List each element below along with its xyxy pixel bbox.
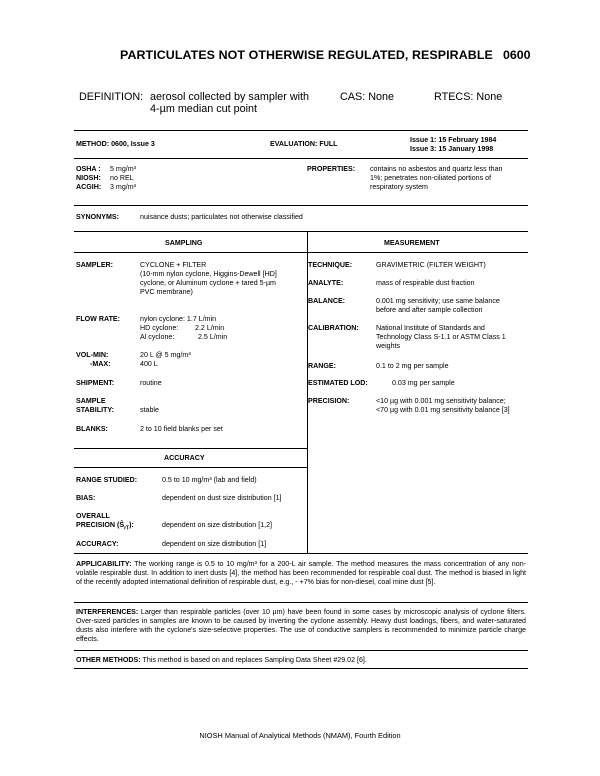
niosh-value: no REL [110, 174, 134, 182]
analyte-label: ANALYTE: [308, 279, 344, 287]
flow-rate-al-name: Al cyclone: [140, 333, 175, 341]
flow-rate-line-1: nylon cyclone: 1.7 L/min [140, 315, 217, 323]
vol-min-label: VOL-MIN: [76, 351, 109, 359]
vol-min-value: 20 L @ 5 mg/m³ [140, 351, 191, 359]
page-footer: NIOSH Manual of Analytical Methods (NMAM), Fourth Edition [199, 731, 401, 740]
calibration-line-3: weights [376, 342, 401, 350]
shipment-value: routine [140, 379, 162, 387]
flow-rate-label: FLOW RATE: [76, 315, 120, 323]
rtecs-number: RTECS: None [434, 91, 503, 103]
flow-rate-hd-value: 2.2 L/min [195, 324, 225, 332]
technique-label: TECHNIQUE: [308, 261, 353, 269]
interferences-label: INTERFERENCES: [76, 608, 139, 616]
rule-interferences [74, 602, 528, 603]
niosh-label: NIOSH: [76, 174, 101, 182]
sampler-line-3: cyclone, or Aluminum cyclone + tared 5-µm [140, 279, 276, 287]
bias-value: dependent on dust size distribution [1] [162, 494, 282, 502]
overall-precision-label-2 [76, 521, 134, 533]
balance-line-2: before and after sample collection [376, 306, 483, 314]
properties-label: PROPERTIES: [307, 165, 356, 173]
synonyms-label: SYNONYMS: [76, 213, 119, 221]
sampler-line-1: CYCLONE + FILTER [140, 261, 207, 269]
flow-rate-hd-name: HD cyclone: [140, 324, 179, 332]
overall-precision-label-2-text: PRECISION (Ŝ [76, 521, 125, 529]
rule-section-headings [74, 252, 528, 253]
sample-stability-label-2: STABILITY: [76, 406, 114, 414]
sample-stability-value: stable [140, 406, 159, 414]
bias-label: BIAS: [76, 494, 96, 502]
accuracy-value: dependent on size distribution [1] [162, 540, 267, 548]
range-value: 0.1 to 2 mg per sample [376, 362, 449, 370]
shipment-label: SHIPMENT: [76, 379, 115, 387]
precision-line-2: <70 µg with 0.01 mg sensitivity balance [3] [376, 406, 510, 414]
measurement-heading: MEASUREMENT [384, 239, 440, 247]
rule-other-methods [74, 650, 528, 651]
acgih-label: ACGIH: [76, 183, 102, 191]
sampler-line-4: PVC membrane) [140, 288, 193, 296]
blanks-label: BLANKS: [76, 425, 108, 433]
rule-method [74, 158, 528, 159]
balance-line-1: 0.001 mg sensitivity; use same balance [376, 297, 500, 305]
sampler-label: SAMPLER: [76, 261, 114, 269]
vol-max-value: 400 L [140, 360, 158, 368]
definition-line-2: 4-µm median cut point [150, 103, 258, 115]
definition-label: DEFINITION: [79, 91, 144, 103]
calibration-label: CALIBRATION: [308, 324, 359, 332]
cas-number: CAS: None [340, 91, 395, 103]
interferences-paragraph [76, 608, 526, 644]
applicability-text: The working range is 0.5 to 10 mg/m³ for a 200-L air sample. The method measures the mass concentration of any non-volatile respirable dust. In addition to inert dusts [4], the method has been recommended for respirable coal dust. The method is biased in light of the recently adopted international definition of respirable dust, e.g., - +7% bias for non-diesel, coal mine dust [5]. [76, 560, 527, 586]
issue-3-date: Issue 3: 15 January 1998 [410, 145, 494, 153]
method-issue: METHOD: 0600, Issue 3 [76, 140, 155, 148]
issue-1-date: Issue 1: 15 February 1984 [410, 136, 497, 144]
rule-limits [74, 205, 528, 206]
osha-value: 5 mg/m³ [110, 165, 137, 173]
overall-precision-label-1: OVERALL [76, 512, 110, 520]
rule-applicability [74, 553, 528, 554]
precision-line-1: <10 µg with 0.001 mg sensitivity balance; [376, 397, 506, 405]
sample-stability-label-1: SAMPLE [76, 397, 106, 405]
technique-value: GRAVIMETRIC (FILTER WEIGHT) [376, 261, 486, 269]
analyte-value: mass of respirable dust fraction [376, 279, 475, 287]
calibration-line-2: Technology Class S-1.1 or ASTM Class 1 [376, 333, 506, 341]
vol-max-label: -MAX: [90, 360, 111, 368]
precision-label: PRECISION: [308, 397, 350, 405]
accuracy-label: ACCURACY: [76, 540, 119, 548]
page-title: PARTICULATES NOT OTHERWISE REGULATED, RESPIRABLE [120, 48, 493, 62]
rule-synonyms [74, 231, 528, 232]
properties-line-1: contains no asbestos and quartz less than [370, 165, 503, 173]
evaluation: EVALUATION: FULL [270, 140, 338, 148]
estimated-lod-value: 0.03 mg per sample [392, 379, 455, 387]
osha-label: OSHA : [76, 165, 101, 173]
other-methods-label: OTHER METHODS: [76, 656, 141, 664]
applicability-paragraph [76, 560, 526, 587]
range-studied-label: RANGE STUDIED: [76, 476, 138, 484]
sampling-heading: SAMPLING [165, 239, 203, 247]
sampler-line-2: (10-mm nylon cyclone, Higgins-Dewell [HD] [140, 270, 277, 278]
rule-top [74, 130, 528, 131]
overall-precision-label-2-end: ): [129, 521, 134, 529]
overall-precision-subscript: rT [124, 525, 130, 532]
other-methods-text: This method is based on and replaces Sampling Data Sheet #29.02 [6]. [142, 656, 367, 664]
other-methods-paragraph [76, 656, 367, 665]
acgih-value: 3 mg/m³ [110, 183, 137, 191]
blanks-value: 2 to 10 field blanks per set [140, 425, 223, 433]
method-number: 0600 [503, 48, 531, 62]
accuracy-heading: ACCURACY [164, 454, 205, 462]
estimated-lod-label: ESTIMATED LOD: [308, 379, 368, 387]
synonyms-value: nuisance dusts; particulates not otherwise classified [140, 213, 303, 221]
flow-rate-al-value: 2.5 L/min [198, 333, 228, 341]
range-studied-value: 0.5 to 10 mg/m³ (lab and field) [162, 476, 257, 484]
rule-bottom [74, 668, 528, 669]
applicability-label: APPLICABILITY: [76, 560, 132, 568]
balance-label: BALANCE: [308, 297, 346, 305]
definition-line-1: aerosol collected by sampler with [150, 91, 310, 103]
interferences-text: Larger than respirable particles (over 10 µm) have been found in some cases by microscopic analysis of cyclone filters. Over-sized particles in samples are known to be caused by inverting the cyclone assembly. Heavy dust loadings, fibers, and water-saturated dusts also interfere with the cyclone's size-selective properties. The use of conductive samplers is recommended to minimize particle charge effects. [76, 608, 526, 643]
range-label: RANGE: [308, 362, 336, 370]
properties-line-2: 1%; penetrates non-ciliated portions of [370, 174, 492, 182]
properties-line-3: respiratory system [370, 183, 428, 191]
calibration-line-1: National Institute of Standards and [376, 324, 485, 332]
overall-precision-value: dependent on size distribution [1,2] [162, 521, 273, 529]
rule-accuracy-top [74, 448, 307, 449]
rule-accuracy-heading [74, 467, 307, 468]
